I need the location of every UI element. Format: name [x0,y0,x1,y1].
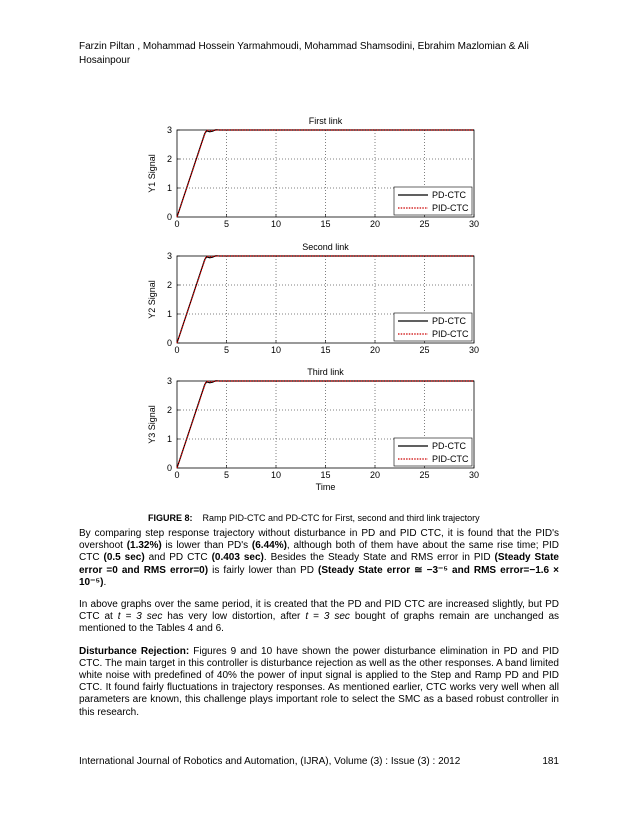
plot1-y-tick-label: 1 [166,183,172,193]
para2-math-2: t = 3 sec [305,611,350,623]
para3-text: Figures 9 and 10 have shown the power disturbance elimination in PD and PID CTC. The main target in this controller is disturbance rejection as well as the other responses. A band limited white noise with predefined of 40% the power of input signal is applied to the Step and Ramp PD and PID CTC. It found fairly fluctuations in trajectory responses. As mentioned earlier, CTC works very well when all parameters are known, this challenge plays important role to select the SMC as a based robust controller in this research. [79,645,559,718]
caption-label: FIGURE 8: [148,513,193,523]
plot1-y-axis-label: Y1 Signal [147,154,157,193]
plot1-y-tick-label: 2 [166,154,172,164]
plot2-x-tick-label: 5 [223,345,230,355]
plot3-x-tick-label: 5 [223,470,230,480]
para1-text-7: . [103,576,107,588]
plot3-x-axis-label: Time [315,482,336,492]
plot2-x-tick-label: 0 [174,345,180,355]
plot2-y-tick-label: 3 [166,251,172,261]
caption-text: Ramp PID-CTC and PD-CTC for First, second and third link trajectory [202,513,480,523]
para1-bold-2: (6.44%) [251,540,287,552]
page-number: 181 [542,756,559,767]
plot3-x-tick-label: 0 [174,470,180,480]
plot2-x-tick-label: 25 [419,345,430,355]
plot3-title: Third link [307,367,344,377]
plot2-y-tick-label: 2 [166,280,172,290]
figure-caption [148,513,480,523]
plot2-x-tick-label: 30 [468,345,480,355]
plot1-y-tick-label: 0 [166,212,172,222]
authors-line-2: Hosainpour [79,55,131,66]
para2-text-3: bought of graphs remain are unchanged as mentioned to the Tables 4 and 6. [79,611,560,635]
plot3-y-tick-label: 3 [166,376,172,386]
paragraph-1 [79,528,559,589]
plot3-legend-label-pid-ctc: PID-CTC [432,454,469,464]
plot1-legend-label-pd-ctc: PD-CTC [432,190,466,200]
para1-bold-1: (1.32%) [126,540,162,552]
para1-text-5: . Besides the Steady State and RMS error in PID [263,552,495,564]
plot2-x-tick-label: 10 [270,345,282,355]
para1-bold-5: (Steady State error =0 and RMS error=0) [79,552,559,576]
plot2-legend-label-pd-ctc: PD-CTC [432,316,466,326]
para2-text-2: has very low distortion, after [162,611,306,623]
plot3-y-tick-label: 1 [166,434,172,444]
para3-heading: Disturbance Rejection: [79,645,190,657]
para1-text-2: is lower than PD's [161,540,252,552]
plot1-x-tick-label: 15 [320,219,331,229]
journal-info: International Journal of Robotics and Automation, (IJRA), Volume (3) : Issue (3) : 2012 [79,756,461,767]
plot2-y-tick-label: 1 [166,309,172,319]
plot3-legend-label-pd-ctc: PD-CTC [432,441,466,451]
plot2-y-axis-label: Y2 Signal [147,280,157,319]
para1-text-4: and PD CTC [144,552,212,564]
body-text [79,528,559,729]
plot1-legend-label-pid-ctc: PID-CTC [432,203,469,213]
plot2-x-tick-label: 20 [369,345,381,355]
plot1-x-tick-label: 25 [419,219,430,229]
para1-text-1: By comparing step response trajectory without disturbance in PD and PID CTC, it is found that the PID's overshoot [79,528,559,552]
para2-text-1: In above graphs over the same period, it is created that the PD and PID CTC are increased slightly, but PD CTC at [79,599,559,623]
plot3-y-axis-label: Y3 Signal [147,405,157,444]
plot1-title: First link [308,116,343,126]
para1-text-6: is fairly lower than PD [208,564,319,576]
plot1-x-tick-label: 30 [468,219,480,229]
para1-bold-3: (0.5 sec) [103,552,145,564]
plot2-title: Second link [302,242,349,252]
page-footer [79,756,559,767]
plot3-x-tick-label: 25 [419,470,430,480]
authors-line-1: Farzin Piltan , Mohammad Hossein Yarmahmoudi, Mohammad Shamsodini, Ebrahim Mazlomian & Ali [79,41,529,52]
para1-bold-6: (Steady State error ≅ −3⁻⁵ and RMS error=−1.6 × 10⁻⁵) [79,564,559,588]
plot3-y-tick-label: 2 [166,405,172,415]
plot1-x-tick-label: 5 [223,219,230,229]
para2-math-1: t = 3 sec [117,611,163,623]
plot1-x-tick-label: 20 [369,219,381,229]
plot2-x-tick-label: 15 [320,345,331,355]
plot1-y-tick-label: 3 [166,125,172,135]
plot3-x-tick-label: 20 [369,470,381,480]
plot1-x-tick-label: 0 [174,219,180,229]
plot2-legend-label-pid-ctc: PID-CTC [432,329,469,339]
para1-text-3: , although both of them have about the same rise time; PID CTC [79,540,559,564]
plot3-x-tick-label: 15 [320,470,331,480]
paragraph-3 [79,646,559,719]
plot2-y-tick-label: 0 [166,338,172,348]
paragraph-2 [79,599,559,636]
plot3-x-tick-label: 30 [468,470,480,480]
plot3-y-tick-label: 0 [166,463,172,473]
para1-bold-4: (0.403 sec) [211,552,264,564]
plot3-x-tick-label: 10 [270,470,282,480]
plot1-x-tick-label: 10 [270,219,282,229]
